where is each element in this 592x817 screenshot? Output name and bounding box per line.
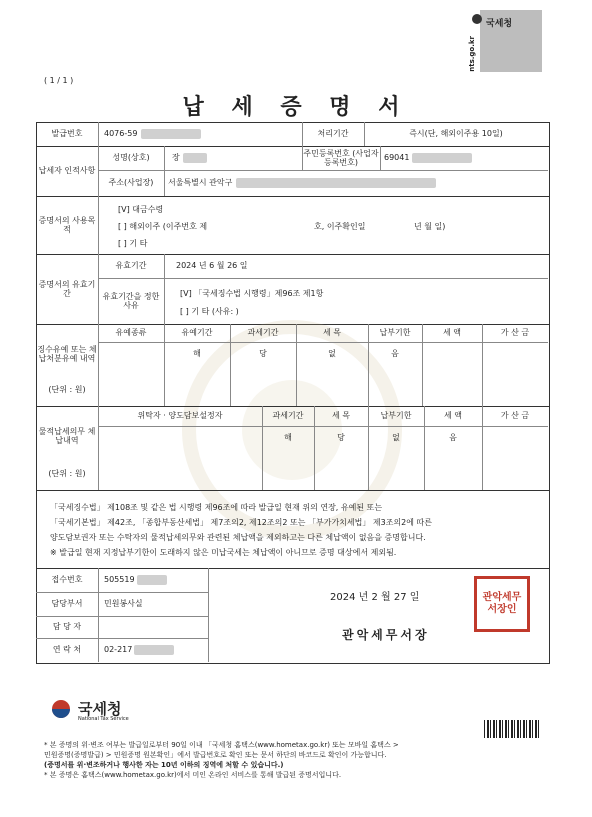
- barcode: [484, 720, 540, 738]
- table-header: 가 산 금: [500, 328, 530, 338]
- table-header: 세 액: [444, 411, 462, 421]
- table-header: 세 목: [323, 328, 341, 338]
- issue-number-label: 발급번호: [51, 129, 83, 139]
- reason-1: [V] 「국세징수법 시행령」제96조 제1항: [180, 289, 324, 298]
- option-text: 대금수령: [132, 205, 164, 214]
- redacted: [134, 645, 174, 655]
- official-seal: 관악세무서장인: [474, 576, 530, 632]
- purpose-label: 증명서의 사용목적: [38, 215, 96, 234]
- page-counter: ( 1 / 1 ): [44, 76, 74, 85]
- statement: [50, 500, 540, 560]
- validity-label: 증명서의 유효기간: [38, 279, 96, 298]
- mascot-icon: [472, 14, 482, 24]
- redacted: [236, 178, 436, 188]
- emigration-tail: 호, 이주확인일: [314, 222, 366, 231]
- id-label: 주민등록번호 (사업자등록번호): [303, 148, 379, 167]
- redacted: [141, 129, 201, 139]
- purpose-option-3: [118, 238, 147, 249]
- statement-line: ※ 발급일 현재 지정납부기한이 도래하지 않은 미납국세는 체납액이 아니므로 증명 대상에서 제외됨.: [50, 548, 397, 557]
- empty-row-text: 해: [193, 349, 201, 359]
- table-header: 세 목: [332, 411, 350, 421]
- address-label: 주소(사업장): [108, 178, 154, 188]
- empty-row-text: 해: [284, 433, 292, 443]
- redacted: [183, 153, 207, 163]
- table-header: 세 액: [443, 328, 461, 338]
- statement-line: 양도담보권자 또는 수탁자의 물적납세의무와 관련된 체납액을 제외하고는 다른 체납액이 없음을 증명합니다.: [50, 533, 426, 542]
- auction-label: 물적납세의무 체납내역: [38, 426, 96, 445]
- name-label: 성명(상호): [112, 153, 150, 163]
- table-header: 납부기한: [379, 328, 411, 338]
- empty-row-text: 음: [449, 433, 457, 443]
- period-value: 2024 년 6 월 26 일: [176, 261, 248, 271]
- table-header: 유예종류: [115, 328, 147, 338]
- contact-label: 연 락 처: [52, 645, 82, 655]
- dept-value: 민원봉사실: [104, 599, 143, 609]
- option-text: 기 타: [129, 239, 148, 248]
- note-line: 민원증명(증명발급) > 민원증명 원본확인」에서 발급번호로 확인 또는 문서 하단의 바코드로 확인이 가능합니다.: [44, 751, 387, 759]
- officer-value: [104, 616, 204, 638]
- contact-value: 02-217: [104, 645, 133, 655]
- redacted: [412, 153, 472, 163]
- table-header: 과세기간: [247, 328, 279, 338]
- processing-period-value: 즉시(단, 해외이주용 10일): [409, 129, 503, 139]
- purpose-option-1: [118, 204, 163, 215]
- nts-logo-icon: [52, 700, 70, 718]
- auction-unit: (단위 : 원): [48, 469, 86, 479]
- checkbox[interactable]: [ ]: [118, 222, 127, 231]
- officer-label: 담 당 자: [52, 622, 82, 632]
- receipt-no-label: 접수번호: [51, 575, 83, 585]
- issue-date: 2024 년 2 월 27 일: [330, 592, 420, 603]
- receipt-no-value: 505519: [104, 575, 135, 585]
- document-title: 납 세 증 명 서: [182, 95, 410, 120]
- option-text: 해외이주 (이주번호 제: [129, 222, 208, 231]
- empty-row-text: 음: [391, 349, 399, 359]
- reason-2: [ ] 기 타 (사유: ): [180, 307, 239, 316]
- empty-row-text: 당: [337, 433, 345, 443]
- header-logo-name: 국세청: [486, 19, 513, 29]
- table-header: 유예기간: [181, 328, 213, 338]
- redacted: [137, 575, 167, 585]
- site-text: nts.go.kr: [468, 36, 476, 72]
- taxpayer-label: 납세자 인적사항: [38, 166, 96, 176]
- table-header: 위탁자 · 양도담보설정자: [137, 411, 223, 421]
- empty-row-text: 당: [259, 349, 267, 359]
- empty-row-text: 없: [392, 433, 400, 443]
- emigration-date: 년 월 일): [414, 222, 446, 231]
- footer-notes: [44, 740, 544, 780]
- table-header: 과세기간: [272, 411, 304, 421]
- table-header: 납부기한: [380, 411, 412, 421]
- issuer: 관악세무서장: [342, 628, 430, 642]
- purpose-option-2: [118, 221, 207, 232]
- deferral-label: 징수유예 또는 체납처분유예 내역: [37, 344, 97, 363]
- issue-number-value: 4076-59: [104, 129, 138, 139]
- empty-row-text: 없: [328, 349, 336, 359]
- note-line: * 본 증명은 홈택스(www.hometax.go.kr)에서 미인 온라인 서비스를 통해 발급된 증명서입니다.: [44, 771, 342, 779]
- statement-line: 「국세기본법」 제42조, 「종합부동산세법」 제7조의2, 제12조의2 또는 「부가가치세법」 제3조의2에 따른: [50, 518, 432, 527]
- statement-line: 「국세징수법」 제108조 및 같은 법 시행령 제96조에 따라 발급일 현재 위의 연장, 유예된 또는: [50, 503, 383, 512]
- address-value: 서울특별시 관악구: [168, 178, 233, 188]
- footer-logo-name: 국세청: [78, 700, 122, 718]
- processing-period-label: 처리기간: [317, 129, 349, 139]
- period-label: 유효기간: [115, 261, 147, 271]
- note-line: * 본 증명의 위·변조 여부는 발급일로부터 90일 이내 「국세청 홈택스(www.hometax.go.kr) 또는 모바일 홈택스 >: [44, 741, 399, 749]
- name-value: 장: [172, 153, 180, 163]
- id-value: 69041: [384, 153, 410, 163]
- reason-label: 유효기간을 정한 사유: [102, 291, 160, 310]
- dept-label: 담당부서: [51, 599, 83, 609]
- note-line: (증명서를 위·변조하거나 행사한 자는 10년 이하의 징역에 처할 수 있습니다.): [44, 761, 284, 769]
- checkbox-checked[interactable]: [V]: [118, 205, 130, 214]
- table-header: 가 산 금: [500, 411, 530, 421]
- footer-logo-sub: National Tax Service: [78, 716, 129, 722]
- deferral-unit: (단위 : 원): [48, 385, 86, 395]
- checkbox[interactable]: [ ]: [118, 239, 127, 248]
